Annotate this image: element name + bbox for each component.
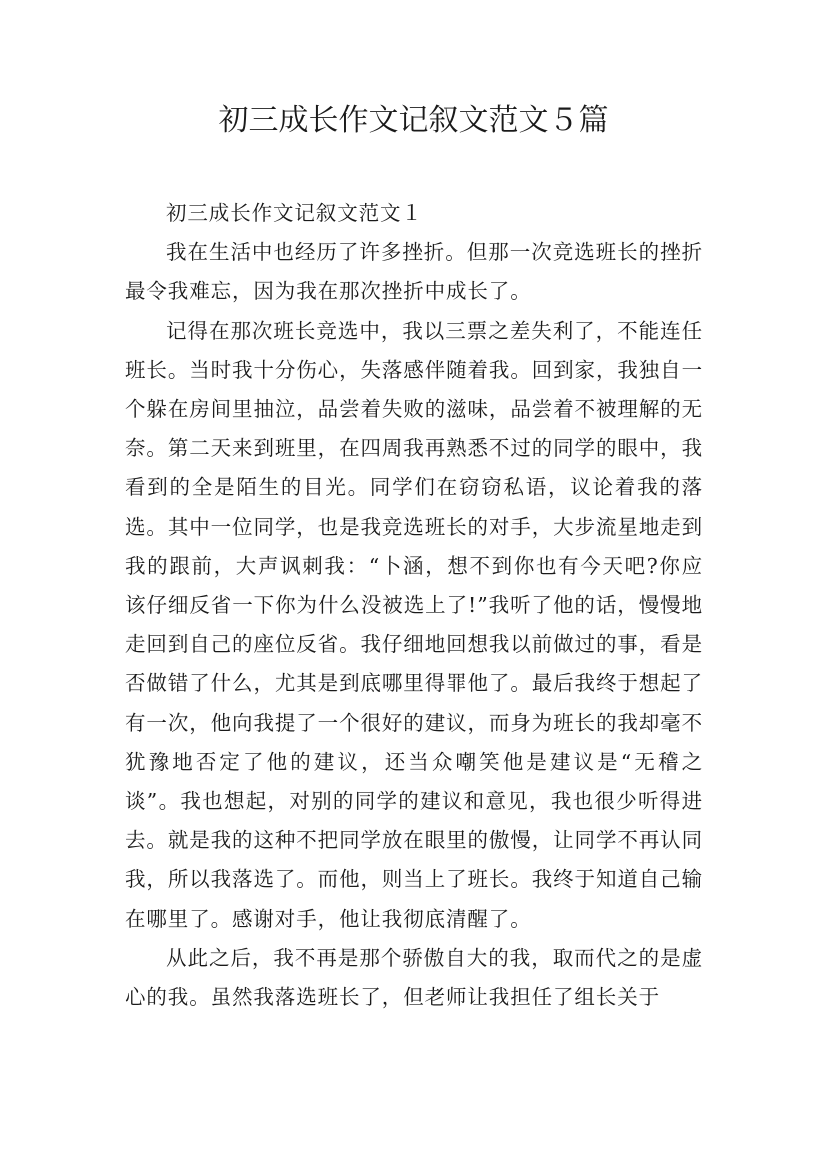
paragraph-2: 记得在那次班长竞选中，我以三票之差失利了，不能连任班长。当时我十分伤心，失落感伴随着我。回到家，我独自一个躲在房间里抽泣，品尝着失败的滋味，品尝着不被理解的无奈。第二天来到班里，在四周我再熟悉不过的同学的眼中，我看到的全是陌生的目光。同学们在窃窃私语，议论着我的落选。其中一位同学，也是我竞选班长的对手，大步流星地走到我的跟前，大声讽刺我：“卜涵，想不到你也有今天吧?你应该仔细反省一下你为什么没被选上了!”我听了他的话，慢慢地走回到自己的座位反省。我仔细地回想我以前做过的事，看是否做错了什么，尤其是到底哪里得罪他了。最后我终于想起了有一次，他向我提了一个很好的建议，而身为班长的我却毫不犹豫地否定了他的建议，还当众嘲笑他是建议是“无稽之谈”。我也想起，对别的同学的建议和意见，我也很少听得进去。就是我的这种不把同学放在眼里的傲慢，让同学不再认同我，所以我落选了。而他，则当上了班长。我终于知道自己输在哪里了。感谢对手，他让我彻底清醒了。 (125, 318, 703, 931)
paragraph-3: 从此之后，我不再是那个骄傲自大的我，取而代之的是虚心的我。虽然我落选班长了，但老师让我担任了组长关于 (125, 945, 703, 1010)
document-title: 初三成长作文记叙文范文５篇 (218, 103, 609, 138)
essay-subheading: 初三成长作文记叙文范文１ (166, 201, 423, 225)
paragraph-1: 我在生活中也经历了许多挫折。但那一次竞选班长的挫折最令我难忘，因为我在那次挫折中成长了。 (125, 240, 703, 304)
document-body (125, 194, 703, 1017)
